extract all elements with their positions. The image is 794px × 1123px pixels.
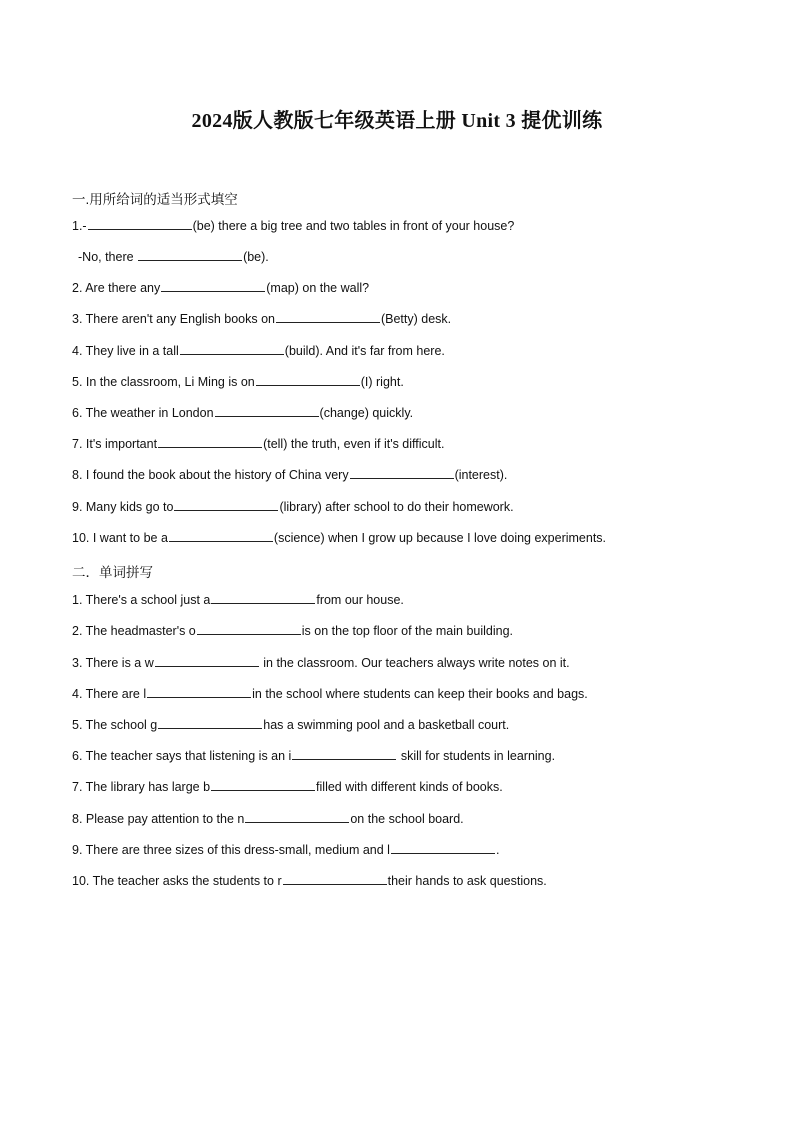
item-suffix: . (495, 843, 500, 857)
answer-blank[interactable] (174, 498, 278, 511)
item-prefix: 10. The teacher asks the students to r (72, 874, 282, 888)
item-suffix: (map) on the wall? (266, 281, 370, 295)
item-suffix: (Betty) desk. (380, 312, 452, 326)
answer-blank[interactable] (245, 810, 349, 823)
answer-blank[interactable] (180, 342, 284, 355)
item-prefix: 5. In the classroom, Li Ming is on (72, 375, 255, 389)
item-suffix: (tell) the truth, even if it's difficult. (263, 437, 445, 451)
exercise-item (72, 622, 513, 640)
answer-blank[interactable] (256, 373, 360, 386)
item-suffix: (be). (243, 250, 269, 264)
item-suffix: skill for students in learning. (397, 749, 556, 763)
answer-blank[interactable] (158, 716, 262, 729)
item-prefix: 6. The weather in London (72, 406, 214, 420)
item-prefix: 6. The teacher says that listening is an i (72, 749, 292, 763)
answer-blank[interactable] (197, 622, 301, 635)
exercise-item (72, 310, 451, 328)
item-suffix: (interest). (454, 468, 508, 482)
item-suffix: is on the top floor of the main building. (301, 624, 514, 638)
item-prefix: 1.- (72, 219, 87, 233)
exercise-item (72, 872, 547, 890)
item-suffix: (build). And it's far from here. (284, 344, 445, 358)
exercise-item (78, 248, 269, 266)
answer-blank[interactable] (292, 747, 396, 760)
item-suffix: (change) quickly. (319, 406, 414, 420)
exercise-item (72, 747, 555, 765)
answer-blank[interactable] (215, 404, 319, 417)
answer-blank[interactable] (283, 872, 387, 885)
exercise-item (72, 466, 507, 484)
item-suffix: (science) when I grow up because I love doing experiments. (273, 531, 607, 545)
answer-blank[interactable] (88, 217, 192, 230)
item-prefix: 3. There is a w (72, 656, 154, 670)
exercise-item (72, 654, 570, 672)
exercise-item (72, 217, 514, 235)
exercise-item (72, 279, 369, 297)
exercise-item (72, 778, 503, 796)
item-prefix: 4. They live in a tall (72, 344, 179, 358)
item-prefix: 2. The headmaster's o (72, 624, 196, 638)
exercise-item (72, 529, 606, 547)
item-suffix: (be) there a big tree and two tables in front of your house? (192, 219, 515, 233)
item-suffix: in the classroom. Our teachers always write notes on it. (259, 656, 570, 670)
section-heading-fill-in: 一.用所给词的适当形式填空 (72, 192, 238, 207)
item-suffix: in the school where students can keep their books and bags. (252, 687, 588, 701)
item-prefix: 10. I want to be a (72, 531, 168, 545)
item-prefix: 7. It's important (72, 437, 158, 451)
item-suffix: has a swimming pool and a basketball court. (263, 718, 510, 732)
item-suffix: on the school board. (350, 812, 464, 826)
exercise-item (72, 404, 413, 422)
item-suffix: (I) right. (360, 375, 404, 389)
exercise-item (72, 591, 404, 609)
answer-blank[interactable] (350, 466, 454, 479)
item-suffix: their hands to ask questions. (387, 874, 547, 888)
answer-blank[interactable] (158, 435, 262, 448)
item-prefix: 1. There's a school just a (72, 593, 211, 607)
answer-blank[interactable] (391, 841, 495, 854)
item-suffix: (library) after school to do their homework. (279, 500, 514, 514)
answer-blank[interactable] (211, 778, 315, 791)
item-prefix: 9. Many kids go to (72, 500, 174, 514)
item-suffix: filled with different kinds of books. (316, 780, 503, 794)
exercise-item (72, 373, 404, 391)
exercise-item (72, 435, 444, 453)
page-title: 2024版人教版七年级英语上册 Unit 3 提优训练 (191, 110, 603, 132)
exercise-item (72, 685, 588, 703)
item-prefix: 8. I found the book about the history of China very (72, 468, 349, 482)
item-prefix: 2. Are there any (72, 281, 161, 295)
item-prefix: 7. The library has large b (72, 780, 211, 794)
answer-blank[interactable] (276, 310, 380, 323)
item-prefix: 4. There are l (72, 687, 147, 701)
exercise-item (72, 841, 499, 859)
answer-blank[interactable] (147, 685, 251, 698)
answer-blank[interactable] (169, 529, 273, 542)
item-prefix: 5. The school g (72, 718, 158, 732)
exercise-item (72, 498, 514, 516)
item-prefix: 8. Please pay attention to the n (72, 812, 245, 826)
exercise-item (72, 716, 509, 734)
item-prefix: 9. There are three sizes of this dress-small, medium and l (72, 843, 390, 857)
item-suffix: from our house. (316, 593, 404, 607)
exercise-item (72, 342, 445, 360)
answer-blank[interactable] (138, 248, 242, 261)
item-prefix: 3. There aren't any English books on (72, 312, 275, 326)
answer-blank[interactable] (155, 654, 259, 667)
section-heading-spelling: 二．单词拼写 (72, 565, 153, 580)
answer-blank[interactable] (211, 591, 315, 604)
item-prefix: -No, there (78, 250, 138, 264)
exercise-item (72, 810, 464, 828)
answer-blank[interactable] (161, 279, 265, 292)
